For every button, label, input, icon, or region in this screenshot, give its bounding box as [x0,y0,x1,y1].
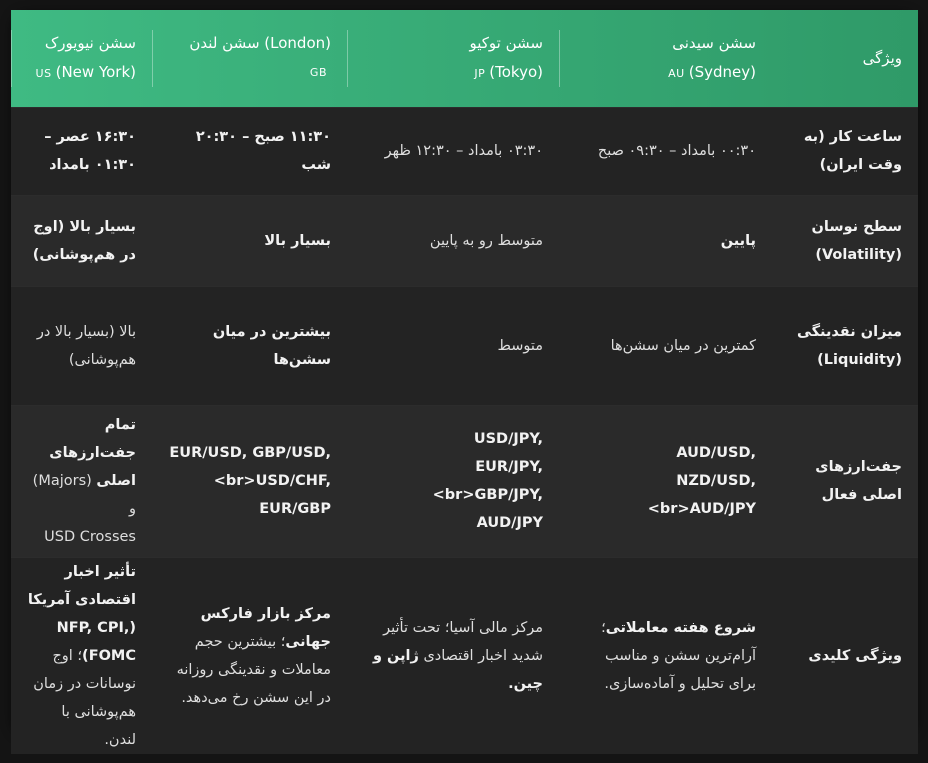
cell-key-ny: تأثیر اخبار اقتصادی آمریکا (NFP, CPI, FOMC)؛ اوج نوسانات در زمان هم‌پوشانی با لندن. [27,563,136,748]
table-row [11,195,918,286]
cell-volatility-london: بسیار بالا [264,232,331,249]
cell-liquidity-sydney: کمترین در میان سشن‌ها [610,337,756,354]
header-newyork: سشن نیویورک (New York)US [11,10,152,107]
cell-pairs-tokyo: USD/JPY, EUR/JPY, <br>GBP/JPY, AUD/JPY [432,431,543,531]
header-feature: ویژگی [862,48,902,67]
cell-liquidity-london: بیشترین در میان سشن‌ها [212,323,331,368]
cell-volatility-sydney: پایین [720,232,756,249]
cell-liquidity-ny: بالا (بسیار بالا در هم‌پوشانی) [36,323,136,368]
table-row [11,286,918,405]
cell-volatility-ny: بسیار بالا (اوج در هم‌پوشانی) [32,218,136,263]
cell-liquidity-tokyo: متوسط [497,337,543,354]
cell-hours-ny: ۱۶:۳۰ عصر – ۰۱:۳۰ بامداد [44,129,136,173]
cell-pairs-ny: تمام جفت‌ارزهای اصلی (Majors) و USD Crosses [32,417,136,545]
cell-pairs-sydney: AUD/USD, NZD/USD, <br>AUD/JPY [647,445,756,517]
header-sydney: سشن سیدنی (Sydney)AU [559,10,772,107]
cell-key-sydney: شروع هفته معاملاتی؛ آرام‌ترین سشن و مناسب برای تحلیل و آماده‌سازی. [601,619,756,692]
cell-key-london: مرکز بازار فارکس جهانی؛ بیشترین حجم معاملات و نقدینگی روزانه در این سشن رخ می‌دهد. [176,605,331,706]
cell-hours-feature: ساعت کار (به وقت ایران) [803,129,902,173]
forex-sessions-table [11,10,918,754]
cell-hours-tokyo: ۰۳:۳۰ بامداد – ۱۲:۳۰ ظهر [384,143,543,159]
table-header-row [11,10,918,107]
table-row [11,405,918,557]
cell-liquidity-feature: میزان نقدینگی (Liquidity) [796,323,902,368]
cell-volatility-feature: سطح نوسان (Volatility) [811,218,902,263]
table-row [11,107,918,195]
cell-volatility-tokyo: متوسط رو به پایین [429,232,543,249]
sessions-table-card [11,10,918,748]
table-row [11,557,918,754]
cell-pairs-feature: جفت‌ارزهای اصلی فعال [815,459,902,503]
cell-key-feature: ویژگی کلیدی [808,647,902,664]
header-london: (London) سشن لندن GB [152,10,347,107]
header-tokyo: سشن توکیو (Tokyo)JP [347,10,559,107]
cell-hours-london: ۱۱:۳۰ صبح – ۲۰:۳۰ شب [195,129,331,173]
cell-pairs-london: EUR/USD, GBP/USD, <br>USD/CHF, EUR/GBP [169,445,331,517]
cell-hours-sydney: ۰۰:۳۰ بامداد – ۰۹:۳۰ صبح [597,143,756,159]
cell-key-tokyo: مرکز مالی آسیا؛ تحت تأثیر شدید اخبار اقتصادی ژاپن و چین. [372,619,543,692]
